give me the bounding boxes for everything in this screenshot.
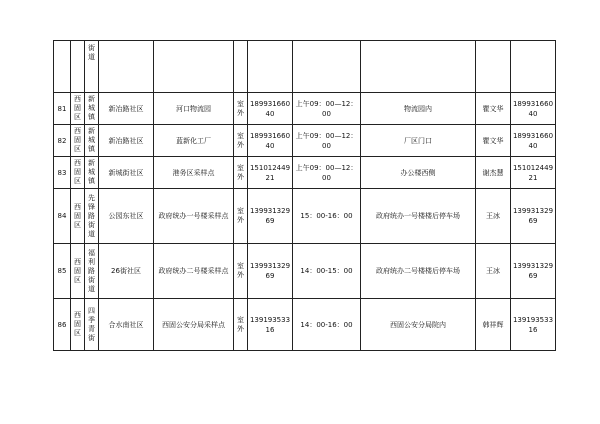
type-cell: 室外 [234, 125, 248, 157]
district-cell: 西固区 [71, 244, 85, 299]
table-row [54, 125, 556, 157]
contact-phone-cell [511, 41, 556, 93]
contact-phone-cell: 13993132969 [511, 189, 556, 244]
contact-phone-cell: 18993166040 [511, 125, 556, 157]
site-cell: 港务区采样点 [154, 157, 234, 189]
type-cell: 室外 [234, 189, 248, 244]
district-cell [71, 41, 85, 93]
type-cell: 室外 [234, 244, 248, 299]
phone-cell: 13993132969 [248, 189, 293, 244]
phone-cell: 18993166040 [248, 125, 293, 157]
type-cell: 室外 [234, 157, 248, 189]
phone-cell: 15101244921 [248, 157, 293, 189]
number-cell: 86 [54, 299, 71, 351]
contact-cell [476, 41, 511, 93]
community-cell: 公园东社区 [99, 189, 154, 244]
contact-cell: 瞿文华 [476, 93, 511, 125]
time-cell: 上午09：00—12：00 [293, 93, 361, 125]
street-cell: 新城镇 [85, 157, 99, 189]
address-cell: 政府统办二号楼楼后停车场 [361, 244, 476, 299]
table-row [54, 157, 556, 189]
community-cell: 合水南社区 [99, 299, 154, 351]
site-cell [154, 41, 234, 93]
number-cell [54, 41, 71, 93]
phone-cell [248, 41, 293, 93]
address-cell: 西固公安分局院内 [361, 299, 476, 351]
site-cell: 河口物流园 [154, 93, 234, 125]
number-cell: 82 [54, 125, 71, 157]
time-cell: 14：00-16：00 [293, 299, 361, 351]
street-cell: 四季青街 [85, 299, 99, 351]
street-cell: 先锋路街道 [85, 189, 99, 244]
contact-cell: 谢杰慧 [476, 157, 511, 189]
street-cell: 街道 [85, 41, 99, 93]
time-cell: 上午09：00—12：00 [293, 125, 361, 157]
address-cell: 政府统办一号楼楼后停车场 [361, 189, 476, 244]
number-cell: 83 [54, 157, 71, 189]
district-cell: 西固区 [71, 299, 85, 351]
number-cell: 84 [54, 189, 71, 244]
contact-phone-cell: 18993166040 [511, 93, 556, 125]
number-cell: 81 [54, 93, 71, 125]
phone-cell: 13993132969 [248, 244, 293, 299]
community-cell: 新冶路社区 [99, 93, 154, 125]
street-cell: 新城镇 [85, 125, 99, 157]
contact-cell: 韩祥辉 [476, 299, 511, 351]
address-cell: 物流园内 [361, 93, 476, 125]
time-cell [293, 41, 361, 93]
site-cell: 政府统办二号楼采样点 [154, 244, 234, 299]
sampling-sites-table [53, 40, 556, 351]
community-cell: 26街社区 [99, 244, 154, 299]
contact-phone-cell: 13993132969 [511, 244, 556, 299]
table-row [54, 93, 556, 125]
phone-cell: 13919353316 [248, 299, 293, 351]
type-cell: 室外 [234, 299, 248, 351]
contact-phone-cell: 15101244921 [511, 157, 556, 189]
address-cell: 厂区门口 [361, 125, 476, 157]
address-cell: 办公楼西侧 [361, 157, 476, 189]
site-cell: 政府统办一号楼采样点 [154, 189, 234, 244]
table-row [54, 189, 556, 244]
table-row [54, 299, 556, 351]
type-cell [234, 41, 248, 93]
type-cell: 室外 [234, 93, 248, 125]
community-cell [99, 41, 154, 93]
time-cell: 14：00-15：00 [293, 244, 361, 299]
table-row [54, 244, 556, 299]
number-cell: 85 [54, 244, 71, 299]
street-cell: 福利路街道 [85, 244, 99, 299]
district-cell: 西固区 [71, 157, 85, 189]
street-cell: 新城镇 [85, 93, 99, 125]
time-cell: 15：00-16：00 [293, 189, 361, 244]
address-cell [361, 41, 476, 93]
time-cell: 上午09：00—12：00 [293, 157, 361, 189]
contact-cell: 王冰 [476, 244, 511, 299]
district-cell: 西固区 [71, 189, 85, 244]
table-row [54, 41, 556, 93]
contact-cell: 瞿文华 [476, 125, 511, 157]
district-cell: 西固区 [71, 93, 85, 125]
phone-cell: 18993166040 [248, 93, 293, 125]
contact-cell: 王冰 [476, 189, 511, 244]
community-cell: 新冶路社区 [99, 125, 154, 157]
contact-phone-cell: 13919353316 [511, 299, 556, 351]
site-cell: 蓝新化工厂 [154, 125, 234, 157]
district-cell: 西固区 [71, 125, 85, 157]
community-cell: 新城街社区 [99, 157, 154, 189]
site-cell: 西固公安分局采样点 [154, 299, 234, 351]
